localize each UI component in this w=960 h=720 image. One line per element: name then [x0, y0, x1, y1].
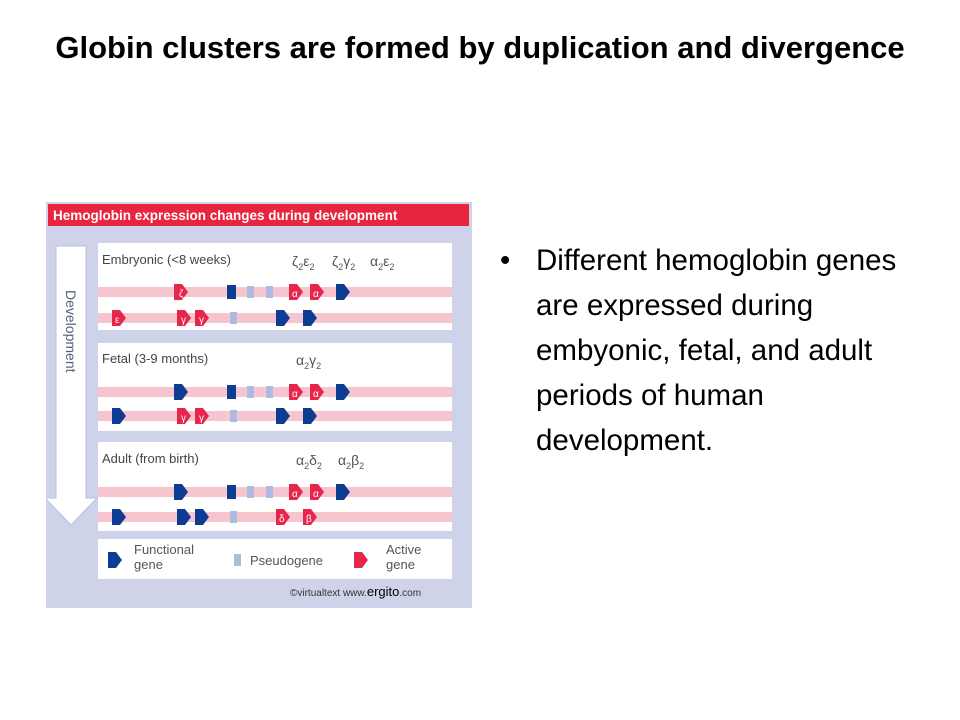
pseudogene-icon	[230, 511, 237, 523]
functional-gene-icon	[227, 285, 236, 299]
stage-adult	[98, 442, 452, 531]
bullet-list	[500, 238, 910, 463]
legend	[98, 539, 452, 579]
hemoglobin-alpha2-gamma2: $\alpha_2\gamma_2$	[296, 352, 322, 371]
svg-text:ζ: ζ	[179, 289, 184, 300]
beta-cluster-stripe	[98, 313, 452, 323]
svg-text:α: α	[313, 289, 319, 300]
alpha-cluster-stripe	[98, 287, 452, 297]
pseudogene-icon	[247, 286, 254, 298]
svg-text:α: α	[292, 489, 298, 500]
pseudogene-icon	[266, 386, 273, 398]
credit-text: ©virtualtext www.ergito.com	[290, 584, 422, 599]
stage-embryonic	[98, 243, 452, 330]
functional-gene-icon	[227, 385, 236, 399]
svg-text:α: α	[313, 489, 319, 500]
pseudogene-icon	[266, 486, 273, 498]
svg-text:ε: ε	[115, 315, 120, 326]
pseudogene-icon	[247, 486, 254, 498]
bullet-item: • Different hemoglobin genes are expressed during embyonic, fetal, and adult periods of human development.	[500, 238, 910, 463]
beta-cluster-stripe	[98, 512, 452, 522]
hemoglobin-alpha2-epsilon2: $\alpha_2\varepsilon_2$	[370, 253, 395, 272]
svg-text:α: α	[313, 389, 319, 400]
svg-text:β: β	[306, 514, 312, 525]
stage-label: Adult (from birth)	[102, 451, 199, 466]
hemoglobin-alpha2-beta2: $\alpha_2\beta_2$	[338, 452, 365, 471]
svg-text:γ: γ	[199, 315, 204, 326]
hemoglobin-zeta2-gamma2: $\zeta_2\gamma_2$	[332, 253, 356, 272]
functional-gene-icon	[227, 485, 236, 499]
svg-text:δ: δ	[279, 514, 285, 525]
legend-functional-label: Functional gene	[134, 542, 194, 572]
hemoglobin-figure	[46, 202, 472, 613]
pseudogene-icon	[230, 312, 237, 324]
legend-active-label: Active gene	[386, 542, 422, 572]
alpha-cluster-stripe	[98, 387, 452, 397]
stage-fetal	[98, 343, 452, 431]
pseudogene-icon	[266, 286, 273, 298]
svg-text:α: α	[292, 289, 298, 300]
hemoglobin-diagram	[46, 202, 472, 608]
beta-cluster-stripe	[98, 411, 452, 421]
pseudogene-icon	[247, 386, 254, 398]
pseudogene-icon	[234, 554, 241, 566]
svg-text:α: α	[292, 389, 298, 400]
pseudogene-icon	[230, 410, 237, 422]
stage-label: Fetal (3-9 months)	[102, 351, 209, 366]
stage-label: Embryonic (<8 weeks)	[102, 252, 231, 267]
svg-text:γ: γ	[199, 413, 204, 424]
hemoglobin-alpha2-delta2: $\alpha_2\delta_2$	[296, 452, 322, 471]
legend-pseudogene-label: Pseudogene	[250, 553, 324, 568]
hemoglobin-zeta2-epsilon2: $\zeta_2\varepsilon_2$	[292, 253, 315, 272]
svg-text:γ: γ	[181, 315, 186, 326]
alpha-cluster-stripe	[98, 487, 452, 497]
figure-header: Hemoglobin expression changes during development	[53, 208, 398, 223]
development-label: Development	[63, 290, 79, 373]
svg-text:γ: γ	[181, 413, 186, 424]
slide-title: Globin clusters are formed by duplication and divergence	[55, 30, 905, 65]
